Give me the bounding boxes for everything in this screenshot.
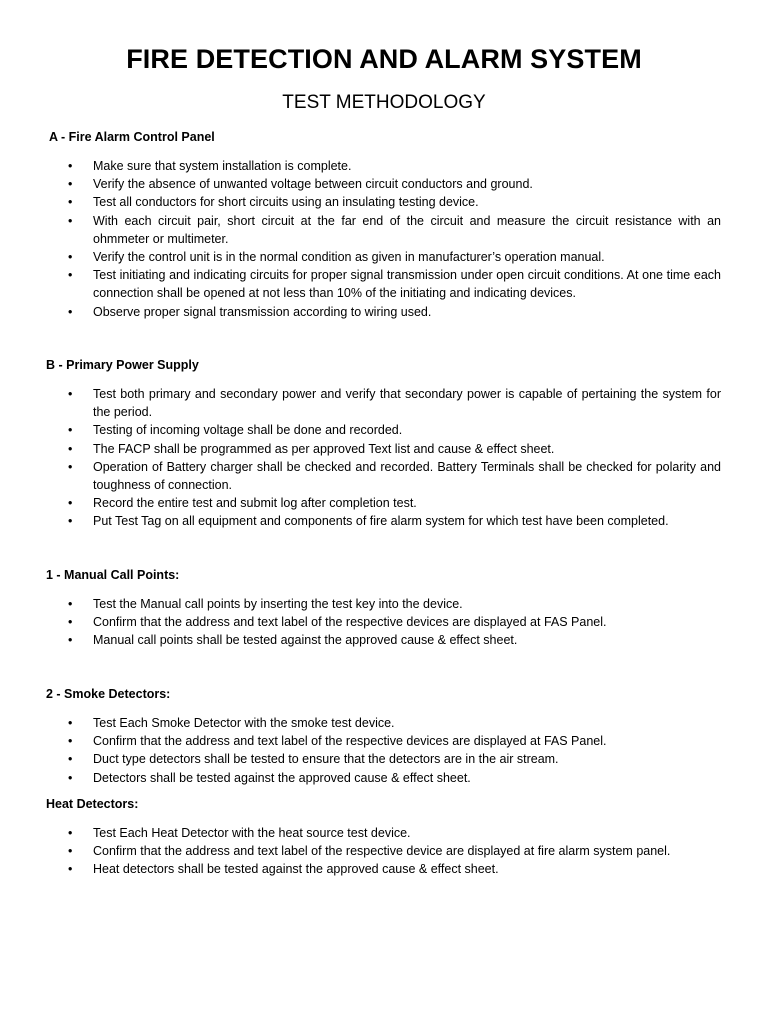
bullet-icon: • [68, 862, 73, 877]
bullet-list-primary-power-supply [0, 385, 768, 531]
list-item-text: Confirm that the address and text label of the respective devices are displayed at FAS Panel. [93, 734, 607, 749]
bullet-icon: • [68, 633, 73, 648]
bullet-icon: • [68, 844, 73, 859]
list-item-text: Make sure that system installation is complete. [93, 159, 352, 173]
list-item [0, 769, 768, 787]
list-item [0, 248, 768, 266]
bullet-icon: • [68, 213, 73, 228]
list-item [0, 631, 768, 649]
document-title: FIRE DETECTION AND ALARM SYSTEM [126, 44, 642, 74]
list-item-text: Test Each Heat Detector with the heat source test device. [93, 826, 411, 840]
bullet-icon: • [68, 826, 73, 840]
bullet-icon: • [68, 304, 73, 319]
list-item-text: Test all conductors for short circuits using an insulating testing device. [93, 195, 479, 210]
list-item-text: Verify the absence of unwanted voltage between circuit conductors and ground. [93, 177, 533, 192]
list-item-text: With each circuit pair, short circuit at the far end of the circuit and measure the circuit resistance with an ohmmeter or multimeter. [93, 213, 721, 246]
list-item-text: Test initiating and indicating circuits for proper signal transmission under open circuit conditions. At one time each connection shall be opened at not less than 10% of the initiating and indicating devices. [93, 268, 721, 301]
bullet-icon: • [68, 734, 73, 749]
list-item [0, 595, 768, 613]
list-item [0, 458, 768, 494]
bullet-icon: • [68, 752, 73, 767]
bullet-icon: • [68, 159, 73, 173]
bullet-icon: • [68, 423, 73, 438]
list-item [0, 440, 768, 458]
list-item [0, 613, 768, 631]
section-heading-manual-call-points: 1 - Manual Call Points: [46, 568, 180, 582]
section-heading-heat-detectors: Heat Detectors: [46, 797, 139, 811]
bullet-icon: • [68, 615, 73, 630]
list-item-text: Observe proper signal transmission according to wiring used. [93, 304, 432, 319]
bullet-icon: • [68, 268, 73, 283]
section-heading-fire-alarm-control-panel: A - Fire Alarm Control Panel [49, 130, 215, 144]
list-item-text: Put Test Tag on all equipment and components of fire alarm system for which test have been completed. [93, 514, 669, 529]
list-item-text: Detectors shall be tested against the approved cause & effect sheet. [93, 770, 471, 785]
list-item [0, 732, 768, 750]
list-item-text: Record the entire test and submit log after completion test. [93, 496, 417, 511]
bullet-icon: • [68, 441, 73, 456]
bullet-icon: • [68, 195, 73, 210]
list-item [0, 421, 768, 439]
list-item-text: Test Each Smoke Detector with the smoke test device. [93, 716, 395, 730]
section-heading-smoke-detectors: 2 - Smoke Detectors: [46, 687, 171, 701]
bullet-list-heat-detectors [0, 824, 768, 879]
bullet-icon: • [68, 514, 73, 529]
list-item [0, 512, 768, 530]
list-item-text: Manual call points shall be tested against the approved cause & effect sheet. [93, 633, 518, 648]
bullet-icon: • [68, 597, 73, 611]
list-item [0, 212, 768, 248]
list-item [0, 714, 768, 732]
bullet-list-fire-alarm-control-panel [0, 157, 768, 321]
bullet-list-smoke-detectors [0, 714, 768, 787]
bullet-icon: • [68, 459, 73, 474]
list-item-text: Confirm that the address and text label of the respective device are displayed at fire alarm system panel. [93, 844, 671, 859]
list-item [0, 824, 768, 842]
bullet-icon: • [68, 250, 73, 265]
list-item-text: Heat detectors shall be tested against the approved cause & effect sheet. [93, 862, 499, 877]
list-item [0, 303, 768, 321]
list-item [0, 175, 768, 193]
list-item [0, 842, 768, 860]
list-item [0, 750, 768, 768]
bullet-icon: • [68, 496, 73, 511]
bullet-list-manual-call-points [0, 595, 768, 650]
list-item [0, 157, 768, 175]
list-item-text: Test both primary and secondary power and verify that secondary power is capable of pertaining the system for the period. [93, 387, 721, 420]
document-subtitle: TEST METHODOLOGY [282, 92, 486, 113]
list-item-text: Operation of Battery charger shall be checked and recorded. Battery Terminals shall be checked for polarity and toughness of connection. [93, 459, 721, 493]
bullet-icon: • [68, 177, 73, 192]
list-item [0, 494, 768, 512]
section-heading-primary-power-supply: B - Primary Power Supply [46, 358, 199, 372]
list-item [0, 266, 768, 302]
bullet-icon: • [68, 770, 73, 785]
list-item-text: Duct type detectors shall be tested to ensure that the detectors are in the air stream. [93, 752, 559, 767]
list-item [0, 193, 768, 211]
bullet-icon: • [68, 387, 73, 401]
list-item-text: Confirm that the address and text label of the respective devices are displayed at FAS Panel. [93, 615, 607, 630]
list-item [0, 860, 768, 878]
bullet-icon: • [68, 716, 73, 730]
list-item-text: Verify the control unit is in the normal condition as given in manufacturer’s operation manual. [93, 250, 605, 265]
list-item-text: Testing of incoming voltage shall be done and recorded. [93, 423, 403, 438]
list-item-text: The FACP shall be programmed as per approved Text list and cause & effect sheet. [93, 441, 555, 456]
list-item [0, 385, 768, 421]
list-item-text: Test the Manual call points by inserting the test key into the device. [93, 597, 463, 611]
